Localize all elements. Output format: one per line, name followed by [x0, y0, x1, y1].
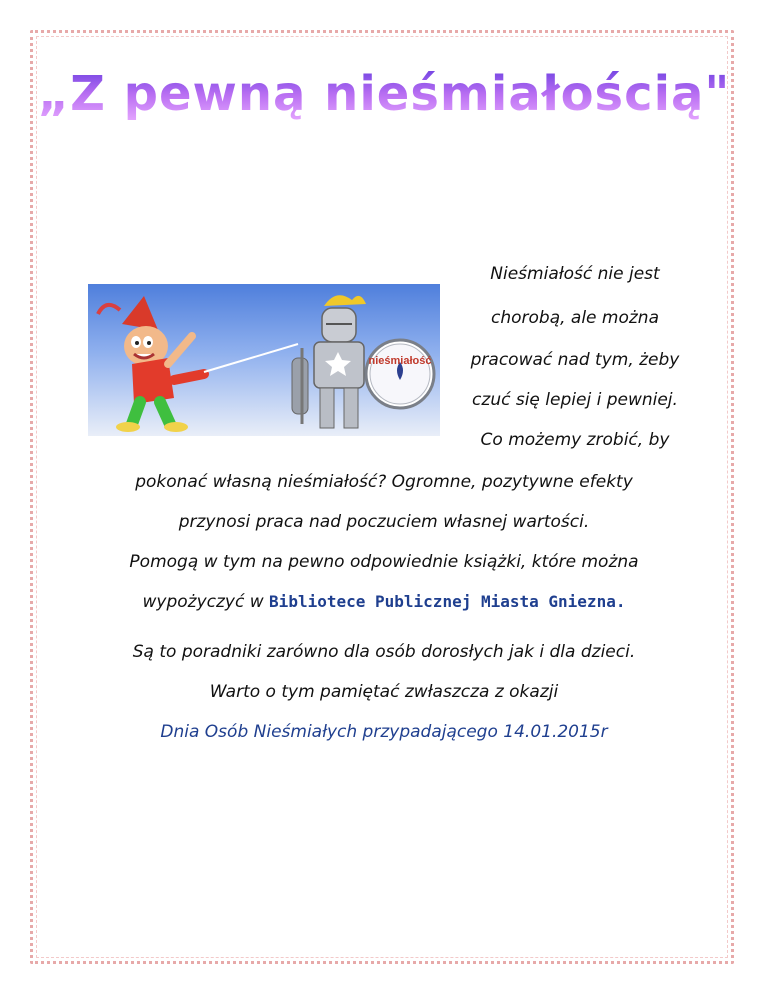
illustration-svg [88, 284, 440, 436]
paragraph-line-5: Co możemy zrobić, by [480, 430, 670, 450]
paragraph-line-10: Są to poradniki zarówno dla osób dorosłych jak i dla dzieci. [132, 642, 636, 662]
paragraph-line-6: pokonać własną nieśmiałość? Ogromne, pozytywne efekty [135, 472, 633, 492]
library-name: Bibliotece Publicznej Miasta Gniezna. [269, 592, 626, 611]
page-title: „Z pewną nieśmiałością" [0, 66, 768, 122]
gnome-figure [98, 296, 204, 432]
paragraph-line-3: pracować nad tym, żeby [470, 350, 680, 370]
illustration-gnome-vs-knight [88, 284, 440, 436]
paragraph-line-11: Warto o tym pamiętać zwłaszcza z okazji [209, 682, 559, 702]
paragraph-line-9-prefix: wypożyczyć w [142, 592, 270, 612]
shield [366, 340, 434, 408]
paragraph-line-1: Nieśmiałość nie jest [490, 264, 660, 284]
shield-label: nieśmiałość [368, 355, 432, 367]
paragraph-line-7: przynosi praca nad poczuciem własnej wartości. [178, 512, 590, 532]
knight-figure [292, 295, 366, 428]
decorative-page-border-inner [36, 36, 728, 958]
paragraph-line-8: Pomogą w tym na pewno odpowiednie książki, które można [129, 552, 639, 572]
paragraph-line-2: chorobą, ale można [490, 308, 659, 328]
paragraph-line-12: Dnia Osób Nieśmiałych przypadającego 14.01.2015r [160, 722, 608, 742]
sword [204, 344, 298, 372]
paragraph-line-4: czuć się lepiej i pewniej. [472, 390, 678, 410]
paragraph-line-9 [0, 594, 768, 611]
